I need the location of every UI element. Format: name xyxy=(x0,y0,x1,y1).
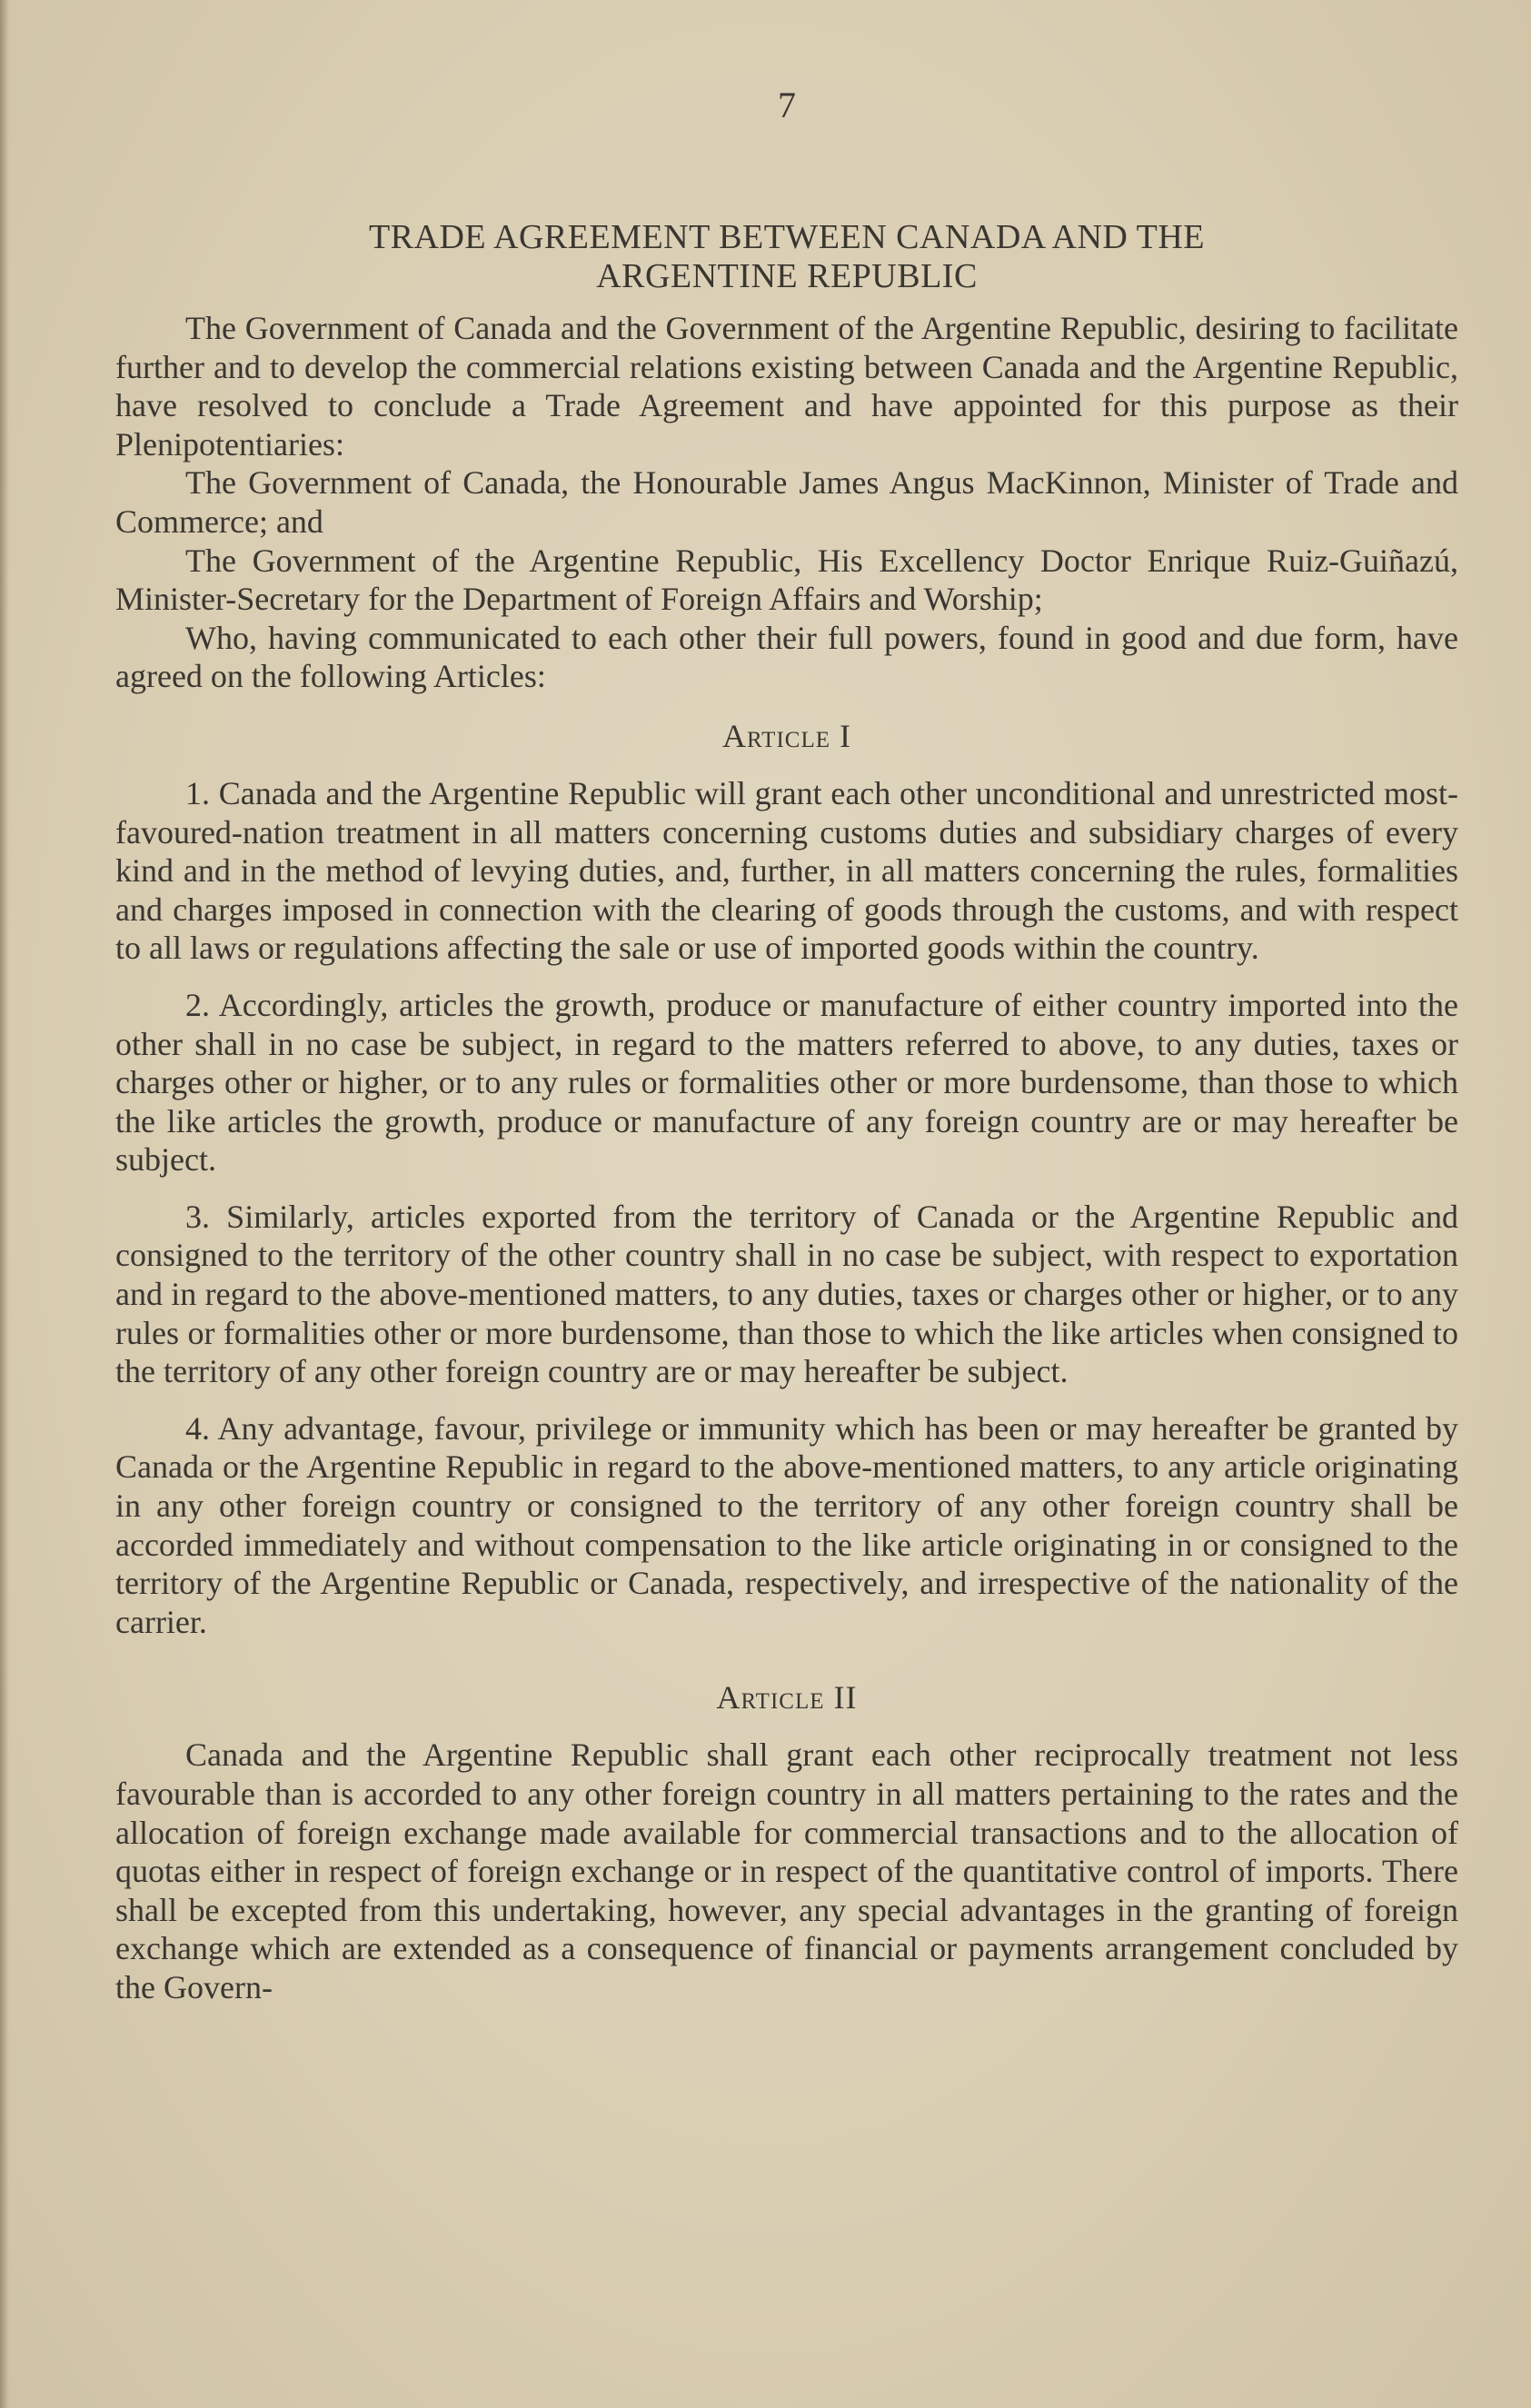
title-line-2: ARGENTINE REPUBLIC xyxy=(596,257,978,295)
preamble-paragraph-2: The Government of Canada, the Honourable James Angus MacKinnon, Minister of Trade and Commerce; and xyxy=(115,464,1458,540)
document-title xyxy=(115,218,1458,296)
article-1-paragraph-1: 1. Canada and the Argentine Republic will grant each other unconditional and unrestricted most-favoured-nation treatment in all matters concerning customs duties and subsidiary charges of every kind and in the method of levying duties, and, further, in all matters concerning the rules, formalities and charges imposed in connection with the clearing of goods through the customs, and with respect to all laws or regulations affecting the sale or use of imported goods within the country. xyxy=(115,774,1458,967)
preamble-paragraph-4: Who, having communicated to each other their full powers, found in good and due form, have agreed on the following Articles: xyxy=(115,619,1458,695)
article-1-paragraph-3: 3. Similarly, articles exported from the territory of Canada or the Argentine Republic and consigned to the territory of the other country shall in no case be subject, with respect to exportation and in regard to the above-mentioned matters, to any duties, taxes or charges other or higher, or to any rules or formalities other or more burdensome, than those to which the like articles when consigned to the territory of any other foreign country are or may hereafter be subject. xyxy=(115,1198,1458,1390)
article-2-heading: Article II xyxy=(716,1679,858,1716)
article-1-paragraph-2: 2. Accordingly, articles the growth, produce or manufacture of either country imported into the other shall in no case be subject, in regard to the matters referred to above, to any duties, taxes or charges other or higher, or to any rules or formalities other or more burdensome, than those to which the like articles the growth, produce or manufacture of any foreign country are or may hereafter be subject. xyxy=(115,986,1458,1179)
article-1-paragraph-4: 4. Any advantage, favour, privilege or immunity which has been or may hereafter be granted by Canada or the Argentine Republic in regard to the above-mentioned matters, to any article originating in any other foreign country or consigned to the territory of any other foreign country shall be accorded immediately and without compensation to the like article originating in or consigned to the territory of the Argentine Republic or Canada, respectively, and irrespective of the nationality of the carrier. xyxy=(115,1409,1458,1640)
article-1 xyxy=(115,716,1458,1641)
title-line-1: TRADE AGREEMENT BETWEEN CANADA AND THE xyxy=(368,218,1206,256)
preamble-paragraph-1: The Government of Canada and the Government of the Argentine Republic, desiring to facilitate further and to develop the commercial relations existing between Canada and the Argentine Republic, have resolved to conclude a Trade Agreement and have appointed for this purpose as their Plenipotentiaries: xyxy=(115,310,1458,463)
article-1-heading: Article I xyxy=(722,717,851,754)
preamble-paragraph-3: The Government of the Argentine Republic, His Excellency Doctor Enrique Ruiz-Guiñazú, Minister-Secretary for the Department of Foreign Affairs and Worship; xyxy=(115,542,1458,618)
article-2-paragraph-1: Canada and the Argentine Republic shall grant each other reciprocally treatment not less favourable than is accorded to any other foreign country in all matters pertaining to the rates and the allocation of foreign exchange made available for commercial transactions and to the allocation of quotas either in respect of foreign exchange or in respect of the quantitative control of imports. There shall be excepted from this undertaking, however, any special advantages in the granting of foreign exchange which are extended as a consequence of financial or payments arrangement concluded by the Govern- xyxy=(115,1736,1458,2005)
page-number: 7 xyxy=(778,85,796,125)
article-2 xyxy=(115,1677,1458,2006)
preamble xyxy=(115,309,1458,696)
